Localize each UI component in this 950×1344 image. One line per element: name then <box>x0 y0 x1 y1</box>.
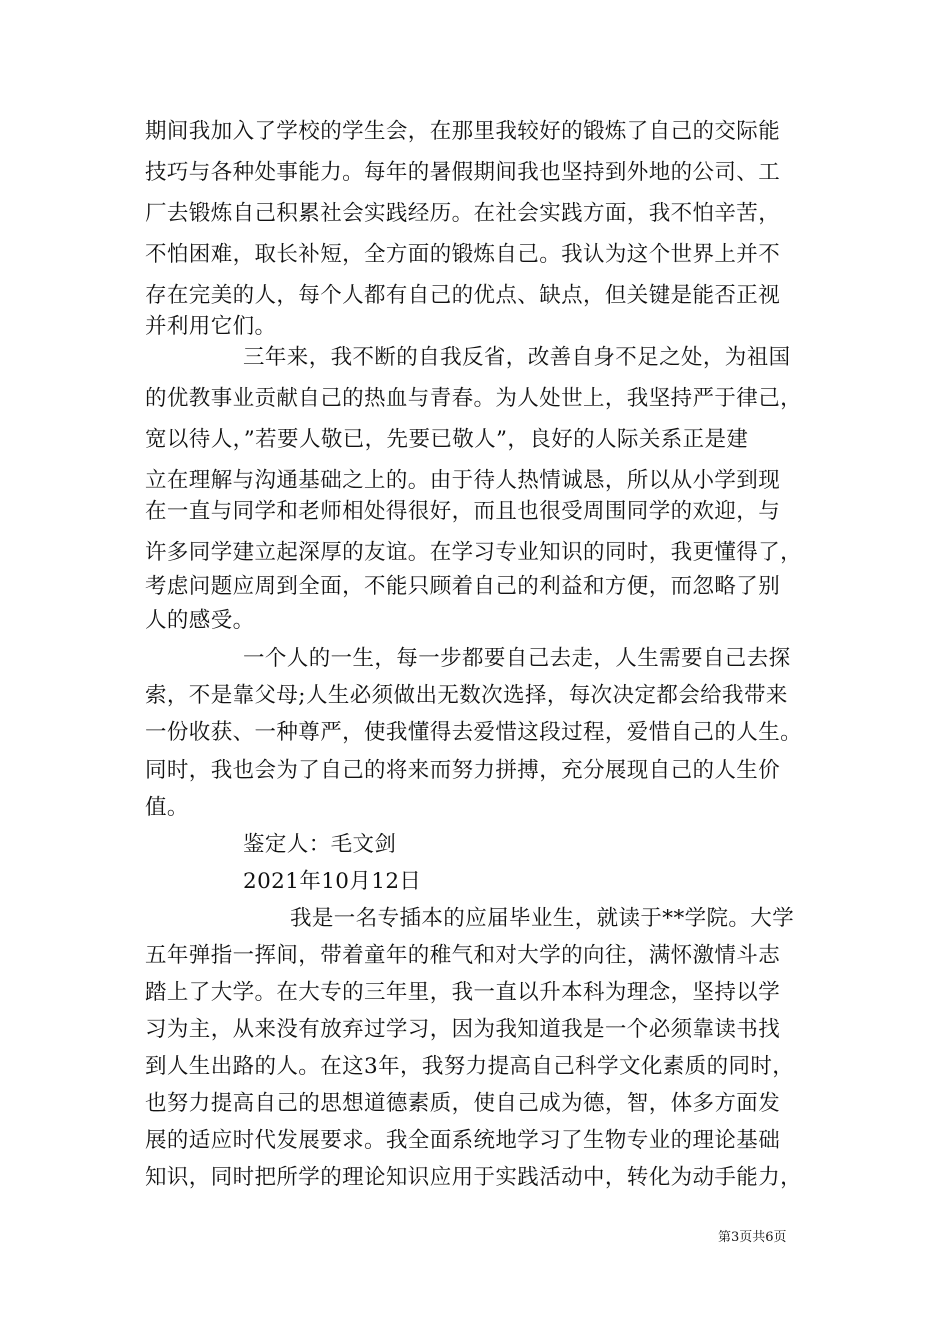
text-line: 期间我加入了学校的学生会，在那里我较好的锻炼了自己的交际能 <box>145 119 781 144</box>
text-line: 也努力提高自己的思想道德素质，使自己成为德，智，体多方面发 <box>145 1091 781 1116</box>
text-line: 值。 <box>145 795 189 820</box>
text-line: 厂去锻炼自己积累社会实践经历。在社会实践方面，我不怕辛苦， <box>145 201 781 226</box>
text-line: 并利用它们。 <box>145 314 277 339</box>
text-line: 习为主，从来没有放弃过学习，因为我知道我是一个必须靠读书找 <box>145 1017 781 1042</box>
text-line: 人的感受。 <box>145 608 255 633</box>
paragraph-first-line: 一个人的一生，每一步都要自己去走，人生需要自己去探 <box>243 646 791 671</box>
text-line: 技巧与各种处事能力。每年的暑假期间我也坚持到外地的公司、工 <box>145 160 781 185</box>
text-line: 考虑问题应周到全面，不能只顾着自己的利益和方便，而忽略了别 <box>145 574 781 599</box>
paragraph-first-line: 我是一名专插本的应届毕业生，就读于**学院。大学 <box>290 906 795 931</box>
text-line: 不怕困难，取长补短，全方面的锻炼自己。我认为这个世界上并不 <box>145 242 781 267</box>
text-line: 五年弹指一挥间，带着童年的稚气和对大学的向往，满怀激情斗志 <box>145 943 781 968</box>
text-line: 知识，同时把所学的理论知识应用于实践活动中，转化为动手能力， <box>145 1165 803 1190</box>
text-line: 立在理解与沟通基础之上的。由于待人热情诚恳，所以从小学到现 <box>145 468 781 493</box>
text-line: 索，不是靠父母;人生必须做出无数次选择，每次决定都会给我带来 <box>145 683 788 708</box>
text-line: 的优教事业贡献自己的热血与青春。为人处世上，我坚持严于律己， <box>145 386 803 411</box>
paragraph-first-line: 三年来，我不断的自我反省，改善自身不足之处，为祖国 <box>243 345 791 370</box>
text-line: 同时，我也会为了自己的将来而努力拼搏，充分展现自己的人生价 <box>145 758 781 783</box>
text-line: 到人生出路的人。在这3年，我努力提高自己科学文化素质的同时， <box>145 1054 795 1079</box>
text-line: 宽以待人，”若要人敬已，先要已敬人”，良好的人际关系正是建 <box>145 427 749 452</box>
date-line: 2021年10月12日 <box>243 869 422 894</box>
text-line: 踏上了大学。在大专的三年里，我一直以升本科为理念，坚持以学 <box>145 980 781 1005</box>
text-line: 一份收获、一种尊严，使我懂得去爱惜这段过程，爱惜自己的人生。 <box>145 720 803 745</box>
text-line: 在一直与同学和老师相处得很好，而且也很受周围同学的欢迎，与 <box>145 499 781 524</box>
text-line: 展的适应时代发展要求。我全面系统地学习了生物专业的理论基础 <box>145 1128 781 1153</box>
appraiser-signature-line: 鉴定人：毛文剑 <box>243 832 397 857</box>
text-line: 存在完美的人，每个人都有自己的优点、缺点，但关键是能否正视 <box>145 283 781 308</box>
page-number: 第3页共6页 <box>718 1230 787 1245</box>
text-line: 许多同学建立起深厚的友谊。在学习专业知识的同时，我更懂得了， <box>145 540 803 565</box>
